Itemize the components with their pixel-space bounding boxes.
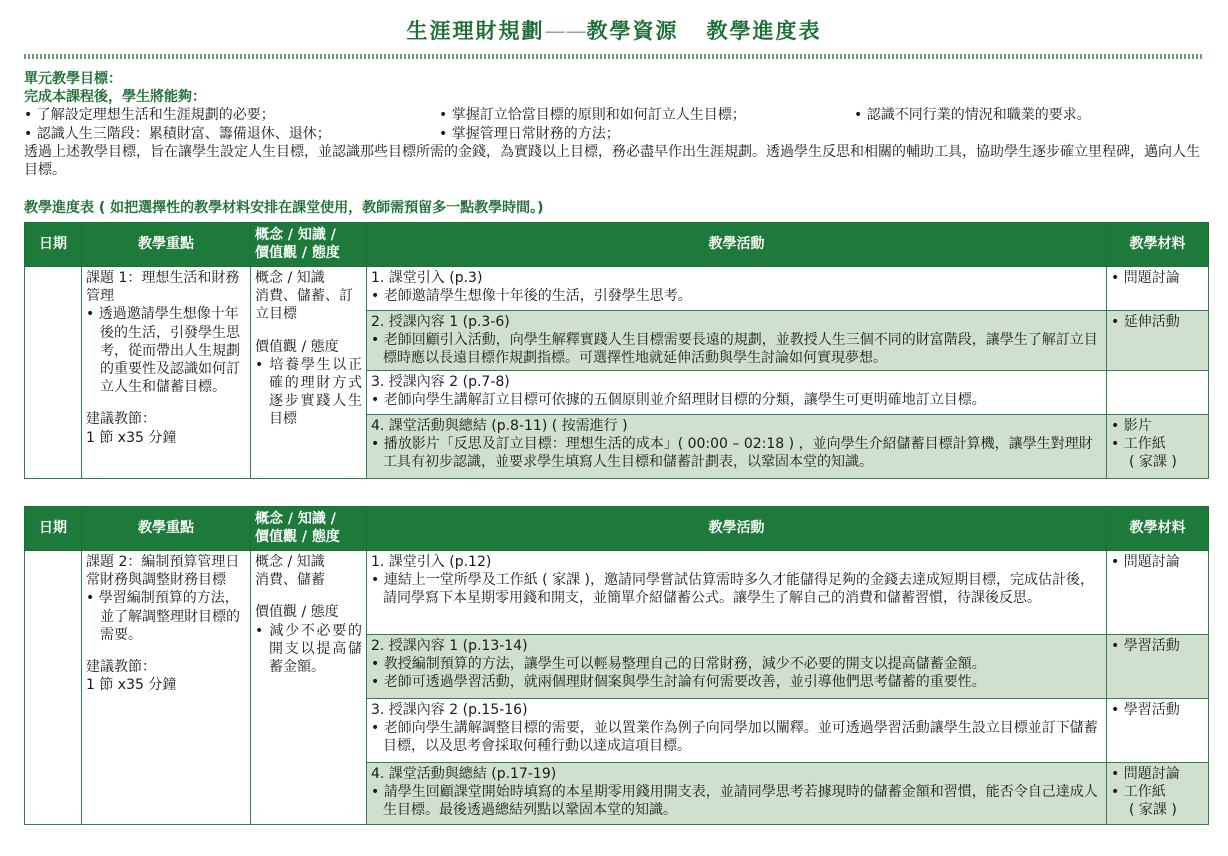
title-mid: 教學資源: [586, 19, 679, 43]
header-date: 日期: [25, 507, 82, 551]
material-item: • 問題討論: [1111, 270, 1180, 286]
focus-title: 課題 2：編制預算管理日常財務與調整財務目標: [86, 554, 240, 589]
concept-text: 消費、儲蓄: [255, 572, 325, 589]
activity-head: 2. 授課內容 1 (p.3-6): [371, 314, 510, 330]
material-item: • 影片: [1111, 418, 1152, 434]
material-item: • 問題討論: [1111, 766, 1180, 782]
schedule-title: 教學進度表 ( 如把選擇性的教學材料安排在課堂使用，教師需預留多一點教學時間。): [24, 200, 544, 216]
schedule-table-2: [24, 506, 1209, 825]
activity-line: • 連結上一堂所學及工作紙 ( 家課 )，邀請同學嘗試估算需時多久才能儲得足夠的金錢去達成短期目標，完成估計後，請同學寫下本星期零用錢和開支，並簡單介紹儲蓄公式。讓學生了解自己的消費和儲蓄習慣，待課後反思。: [371, 572, 1094, 607]
materials-cell: [1107, 551, 1209, 635]
concept-label: 概念 / 知識: [255, 554, 325, 570]
header-concept-line2: 價值觀 / 態度: [255, 528, 340, 545]
activity-cell: [367, 311, 1107, 371]
activity-cell: [367, 267, 1107, 311]
objectives-subheading: 完成本課程後，學生將能夠：: [24, 89, 206, 106]
schedule-table-1: [24, 222, 1209, 479]
header-concept: [251, 507, 367, 551]
objective-item: • 掌握管理日常財務的方法；: [439, 125, 620, 142]
header-date: 日期: [25, 223, 82, 267]
objective-item: • 了解設定理想生活和生涯規劃的必要；: [24, 107, 275, 124]
activity-head: 4. 課堂活動與總結 (p.8-11) ( 按需進行 ): [371, 418, 628, 434]
concept-label: 概念 / 知識: [255, 270, 325, 286]
values-label: 價值觀 / 態度: [255, 338, 339, 355]
activity-line: • 請學生回顧課堂開始時填寫的本星期零用錢用開支表，並請同學思考若據現時的儲蓄金額和習慣，能否令自己達成人生目標。最後透過總結列點以鞏固本堂的知識。: [371, 784, 1098, 819]
date-cell: [25, 551, 82, 825]
materials-cell: [1107, 699, 1209, 763]
lessons-label: 建議教節：: [86, 658, 156, 675]
activity-cell: [367, 699, 1107, 763]
activity-line: • 老師向學生講解訂立目標可依據的五個原則並介紹理財目標的分類，讓學生可更明確地訂立目標。: [371, 392, 986, 409]
focus-cell: [82, 267, 251, 479]
activity-line: • 老師可透過學習活動，就兩個理財個案與學生討論有何需要改善，並引導他們思考儲蓄的重要性。: [371, 674, 986, 691]
concept-text: 消費、儲蓄、訂立目標: [255, 288, 353, 323]
material-item: • 問題討論: [1111, 554, 1180, 570]
title-right: 教學進度表: [706, 19, 822, 43]
concept-cell: [251, 267, 367, 479]
materials-cell: [1107, 311, 1209, 371]
objective-item: • 掌握訂立恰當目標的原則和如何訂立人生目標；: [439, 107, 746, 124]
header-concept-line1: 概念 / 知識 /: [255, 511, 336, 527]
header-activity: 教學活動: [367, 507, 1107, 551]
header-materials: 教學材料: [1107, 223, 1209, 267]
material-item: • 延伸活動: [1111, 314, 1180, 330]
material-note: ( 家課 ): [1129, 802, 1177, 819]
activity-cell: [367, 551, 1107, 635]
activity-line: • 老師向學生講解調整目標的需要，並以置業作為例子向同學加以闡釋。並可透過學習活動讓學生設立目標並訂下儲蓄目標，以及思考會採取何種行動以達成這項目標。: [371, 720, 1098, 755]
activity-head: 4. 課堂活動與總結 (p.17-19): [371, 766, 557, 782]
objectives-summary: 透過上述教學目標，旨在讓學生設定人生目標，並認識那些目標所需的金錢，為實踐以上目標，務必盡早作出生涯規劃。透過學生反思和相關的輔助工具，協助學生逐步確立里程碑，邁向人生目標。: [24, 143, 1200, 178]
title-left: 生涯理財規劃: [406, 19, 545, 43]
header-concept: [251, 223, 367, 267]
header-concept-line1: 概念 / 知識 /: [255, 227, 336, 243]
activity-cell: [367, 415, 1107, 479]
title-dash: ——: [544, 19, 587, 43]
objective-item: • 認識不同行業的情況和職業的要求。: [854, 107, 1091, 124]
header-activity: 教學活動: [367, 223, 1107, 267]
materials-cell: [1107, 415, 1209, 479]
focus-title: 課題 1：理想生活和財務管理: [86, 270, 240, 305]
activity-head: 1. 課堂引入 (p.3): [371, 270, 483, 286]
objectives-heading: 單元教學目標：: [24, 71, 122, 87]
date-cell: [25, 267, 82, 479]
activity-line: • 教授編制預算的方法，讓學生可以輕易整理自己的日常財務，減少不必要的開支以提高儲蓄金額。: [371, 656, 986, 673]
page-title: [0, 18, 1228, 45]
objective-item: • 認識人生三階段：累積財富、籌備退休、退休；: [24, 125, 331, 142]
lessons-label: 建議教節：: [86, 411, 156, 428]
activity-head: 3. 授課內容 2 (p.15-16): [371, 702, 528, 718]
lessons-value: 1 節 x35 分鐘: [86, 429, 177, 446]
values-label: 價值觀 / 態度: [255, 604, 339, 621]
focus-cell: [82, 551, 251, 825]
values-bullet: • 減少不必要的開支以提高儲蓄金額。: [255, 622, 362, 675]
header-focus: 教學重點: [82, 507, 251, 551]
title-divider: [24, 54, 1204, 59]
header-concept-line2: 價值觀 / 態度: [255, 244, 340, 261]
header-materials: 教學材料: [1107, 507, 1209, 551]
activity-head: 3. 授課內容 2 (p.7-8): [371, 374, 510, 390]
materials-cell: [1107, 267, 1209, 311]
activity-line: • 老師邀請學生想像十年後的生活，引發學生思考。: [371, 288, 692, 305]
material-item: • 工作紙: [1111, 436, 1166, 453]
material-note: ( 家課 ): [1129, 454, 1177, 471]
materials-cell: [1107, 635, 1209, 699]
material-item: • 學習活動: [1111, 702, 1180, 718]
activity-head: 2. 授課內容 1 (p.13-14): [371, 638, 528, 654]
activity-head: 1. 課堂引入 (p.12): [371, 554, 492, 570]
activity-cell: [367, 763, 1107, 825]
activity-line: • 老師回顧引入活動，向學生解釋實踐人生目標需要長遠的規劃，並教授人生三個不同的財富階段，讓學生了解訂立目標時應以長遠目標作規劃指標。可選擇性地就延伸活動與學生討論如何實現夢想。: [371, 332, 1098, 367]
activity-cell: [367, 371, 1107, 415]
concept-cell: [251, 551, 367, 825]
objectives-section: [24, 70, 1208, 179]
material-item: • 工作紙: [1111, 784, 1166, 801]
values-bullet: • 培養學生以正確的理財方式逐步實踐人生目標: [255, 356, 362, 428]
activity-line: • 播放影片「反思及訂立目標：理想生活的成本」( 00:00 – 02:18 ) ，並向學生介紹儲蓄目標計算機，讓學生對理財工具有初步認識，並要求學生填寫人生目標和儲蓄計劃表，以鞏固本堂的知識。: [371, 436, 1093, 471]
focus-bullet: • 透過邀請學生想像十年後的生活，引發學生思考，從而帶出人生規劃的重要性及認識如何訂立人生和儲蓄目標。: [86, 306, 240, 396]
materials-cell: [1107, 371, 1209, 415]
materials-cell: [1107, 763, 1209, 825]
activity-cell: [367, 635, 1107, 699]
focus-bullet: • 學習編制預算的方法，並了解調整理財目標的需要。: [86, 590, 240, 643]
header-focus: 教學重點: [82, 223, 251, 267]
objectives-bullets: [24, 106, 1208, 142]
lessons-value: 1 節 x35 分鐘: [86, 677, 177, 694]
material-item: • 學習活動: [1111, 638, 1180, 654]
